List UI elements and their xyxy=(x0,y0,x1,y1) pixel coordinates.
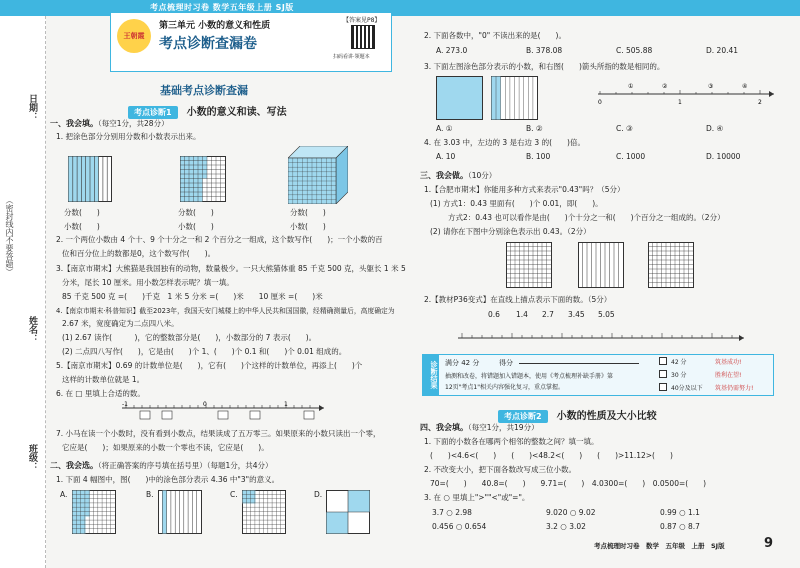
q12-strips[interactable] xyxy=(578,242,624,288)
compare-3: 0.99 ○ 1.1 xyxy=(660,508,700,517)
q5-line2: 这样的计数单位就是 1。 xyxy=(62,375,145,384)
q13-number-3: 2.7 xyxy=(542,310,554,319)
class-label: 班级： xyxy=(27,444,37,471)
q11: 4. 在 3.03 中，左边的 3 是右边 3 的( )倍。 xyxy=(424,138,585,147)
q14-blanks: ( )<4.6<( ) ( )<48.2<( ) ( )>11.12>( ) xyxy=(430,451,673,460)
part2-head: 二、我会选。 xyxy=(50,461,98,470)
q11-option-c[interactable]: C. 1000 xyxy=(616,152,646,161)
q11-option-a[interactable]: A. 10 xyxy=(436,152,456,161)
part3-note: （10分） xyxy=(468,171,497,180)
answer-page: 【答案见P8】 xyxy=(343,17,381,24)
q9-option-b[interactable]: B. 378.08 xyxy=(526,46,563,55)
q10-shaded-strips xyxy=(436,76,540,120)
q3-line1: 3.【南京市期末】大熊猫是我国独有的动物，数量极少。一只大熊猫体重 85 千克 500 克，头躯长 1 米 5 xyxy=(56,264,406,273)
q12-grid-2[interactable] xyxy=(648,242,694,288)
checkbox-40[interactable] xyxy=(659,383,667,391)
q10-option-b[interactable]: B. ② xyxy=(526,124,543,133)
q9: 2. 下面各数中，"0" 不读出来的是( )。 xyxy=(424,31,566,40)
option-d-label: D. xyxy=(314,490,323,499)
svg-text:1: 1 xyxy=(284,401,288,408)
part4-head: 四、我会填。 xyxy=(420,423,468,432)
q4-line1: 4.【南京市期末·科普知识】截至2023年，我国天安门城楼上的中华人民共和国国徽，经精确测量后，高度确定为 xyxy=(56,307,395,315)
q7-line1: 7. 小马在读一个小数时，没有看到小数点，结果读成了五万零三。如果原来的小数只读出一个零， xyxy=(56,429,381,438)
q12-line3: 方式2：0.43 也可以看作是由( )个十分之一和( )个百分之一组成的。（2分） xyxy=(448,213,725,222)
part4-note: （每空1分，共19分） xyxy=(468,423,539,432)
binding-margin xyxy=(0,16,46,568)
part3-head: 三、我会做。 xyxy=(420,171,468,180)
main-title: 考点诊断查漏卷 xyxy=(159,36,257,52)
option-c-figure[interactable] xyxy=(242,490,286,534)
figure-strips-1 xyxy=(68,156,112,202)
svg-text:2: 2 xyxy=(758,99,762,106)
q15-blanks: 70=( ) 40.8=( ) 9.71=( ) 4.0300=( ) 0.0500=( ) xyxy=(430,479,707,488)
option-a-figure[interactable] xyxy=(72,490,116,534)
q1: 1. 把涂色部分分别用分数和小数表示出来。 xyxy=(56,132,201,141)
compare-2: 9.020 ○ 9.02 xyxy=(546,508,596,517)
svg-text:0: 0 xyxy=(598,99,602,106)
q13-number-4: 3.45 xyxy=(568,310,585,319)
part1-note: （每空1分，共28分） xyxy=(98,119,169,128)
svg-text:①: ① xyxy=(628,83,634,90)
compare-6: 0.87 ○ 8.7 xyxy=(660,522,700,531)
svg-text:-1: -1 xyxy=(122,401,128,408)
q2-line2: 位和百分位上的数都是0，这个数写作( )。 xyxy=(62,249,216,258)
q15: 2. 不改变大小，把下面各数改写成三位小数。 xyxy=(424,465,577,474)
result-note-2: 12页"考点1"相关内容强化复习，重点掌握。 xyxy=(445,384,564,391)
kp2-title: 小数的性质及大小比较 xyxy=(556,411,657,422)
q13-number-1: 0.6 xyxy=(488,310,500,319)
option-a-label: A. xyxy=(60,490,68,499)
range-30: 30 分 xyxy=(671,372,687,379)
q16: 3. 在 ○ 里填上">""<"或"="。 xyxy=(424,493,530,502)
number-line-q6 xyxy=(118,400,328,422)
q11-option-b[interactable]: B. 100 xyxy=(526,152,551,161)
name-label: 姓名： xyxy=(27,316,37,343)
q12-line1: 1.【合肥市期末】你能用多种方式来表示"0.43"吗？（5分） xyxy=(424,185,625,194)
q9-option-d[interactable]: D. 20.41 xyxy=(706,46,739,55)
q2-line1: 2. 一个两位小数由 4 个十、9 个十分之一和 2 个百分之一组成，这个数写作( )；一个小数的百 xyxy=(56,235,383,244)
q4-part1: (1) 2.67 读作( )，它的整数部分是( )，小数部分的 7 表示( )。 xyxy=(62,333,317,342)
compare-4: 0.456 ○ 0.654 xyxy=(432,522,487,531)
date-label: 日期： xyxy=(27,94,37,121)
q9-option-a[interactable]: A. 273.0 xyxy=(436,46,468,55)
q10: 3. 下面左图涂色部分表示的小数，和右图( )箭头所指的数是相同的。 xyxy=(424,62,665,71)
q4-line2: 2.67 米，宽度确定为二点四八米。 xyxy=(62,319,179,328)
kp2-badge: 考点诊断2 xyxy=(498,410,548,423)
fraction-3: 分数( ) xyxy=(290,208,326,217)
page-number: 9 xyxy=(764,536,774,551)
q13-number-2: 1.4 xyxy=(516,310,528,319)
q10-number-line xyxy=(596,82,776,106)
q9-option-c[interactable]: C. 505.88 xyxy=(616,46,653,55)
series-title: 考点梳理时习卷 数学五年级上册 SJ版 xyxy=(150,3,294,12)
qr-code xyxy=(351,25,375,49)
figure-grid-2 xyxy=(180,156,226,202)
result-note-1: 抽测和改卷，将错题加入错题本，使用《考点梳理补缺手册》第 xyxy=(445,373,614,380)
range-40: 40分及以下 xyxy=(671,385,703,392)
decimal-3: 小数( ) xyxy=(290,222,326,231)
svg-text:0: 0 xyxy=(203,401,207,408)
option-b-figure[interactable] xyxy=(158,490,202,534)
part1-head: 一、我会填。 xyxy=(50,119,98,128)
fraction-1: 分数( ) xyxy=(64,208,100,217)
q7-line2: 它应是( )；如果原来的小数一个零也不读，它应是( )。 xyxy=(62,443,269,452)
q13: 2.【教材P36变式】在直线上描点表示下面的数。（5分） xyxy=(424,295,612,304)
q12-line4: (2) 请你在下图中分别涂色表示出 0.43。（2分） xyxy=(430,227,591,236)
q12-grid[interactable] xyxy=(506,242,552,288)
q4-part2: (2) 二点四八写作( )，它是由( )个 1、( )个 0.1 和( )个 0.01 组成的。 xyxy=(62,347,347,356)
q10-option-a[interactable]: A. ① xyxy=(436,124,453,133)
diagnosis-result-box xyxy=(422,354,774,396)
svg-text:③: ③ xyxy=(708,83,714,90)
q8: 1. 下面 4 幅图中，图( )中的涂色部分表示 4.36 中"3"的意义。 xyxy=(56,475,280,484)
option-c-label: C. xyxy=(230,490,238,499)
logo: 王朝霞 xyxy=(117,19,151,53)
q3-line2: 分米，尾长 10 厘米。用小数怎样表示呢？填一填。 xyxy=(62,278,234,287)
q11-option-d[interactable]: D. 10000 xyxy=(706,152,741,161)
checkbox-42[interactable] xyxy=(659,357,667,365)
title-banner xyxy=(110,12,392,72)
fraction-2: 分数( ) xyxy=(178,208,214,217)
svg-text:②: ② xyxy=(662,83,668,90)
score-field[interactable] xyxy=(519,363,639,364)
q12-line2: (1) 方式1：0.43 里面有( )个 0.01，即( )。 xyxy=(430,199,603,208)
svg-text:1: 1 xyxy=(678,99,682,106)
diagnosis-label: 诊断结果 xyxy=(423,355,439,395)
compare-5: 3.2 ○ 3.02 xyxy=(546,522,586,531)
q6: 6. 在 □ 里填上合适的数。 xyxy=(56,389,145,398)
checkbox-30[interactable] xyxy=(659,370,667,378)
q10-option-d[interactable]: D. ④ xyxy=(706,124,724,133)
svg-text:④: ④ xyxy=(742,83,748,90)
option-d-figure[interactable] xyxy=(326,490,370,534)
q13-number-5: 5.05 xyxy=(598,310,615,319)
compare-1: 3.7 ○ 2.98 xyxy=(432,508,472,517)
q5-line1: 5.【南京市期末】0.69 的计数单位是( )，它有( )个这样的计数单位，再添上( )个 xyxy=(56,361,363,370)
full-score: 满分 42 分 xyxy=(445,359,480,367)
q13-number-line[interactable] xyxy=(456,330,746,344)
part2-note: （将正确答案的序号填在括号里）（每题1分，共4分） xyxy=(98,461,273,470)
result-1: 筑基成功! xyxy=(715,359,742,366)
q3-line3: 85 千克 500 克 =( )千克 1 米 5 分米 =( )米 10 厘米 =( )米 xyxy=(62,292,323,301)
range-42: 42 分 xyxy=(671,359,687,366)
section-main-title: 基础考点诊断查漏 xyxy=(160,84,248,97)
unit-title: 第三单元 小数的意义和性质 xyxy=(159,21,271,31)
seal-notice: （密封线内不要答题） xyxy=(5,196,14,276)
q14: 1. 下面的小数各在哪两个相邻的整数之间？填一填。 xyxy=(424,437,599,446)
option-b-label: B. xyxy=(146,490,154,499)
result-2: 胜利在望! xyxy=(715,372,742,379)
result-3: 筑基仍需努力! xyxy=(715,385,754,392)
decimal-1: 小数( ) xyxy=(64,222,100,231)
decimal-2: 小数( ) xyxy=(178,222,214,231)
q10-option-c[interactable]: C. ③ xyxy=(616,124,633,133)
qr-text: 扫码看讲·领题本 xyxy=(333,54,370,60)
figure-cube-3 xyxy=(288,146,348,204)
footer-text: 考点梳理时习卷 数学 五年级 上册 SJ版 xyxy=(594,542,725,550)
score-label: 得分 xyxy=(499,359,513,367)
kp1-title: 小数的意义和读、写法 xyxy=(186,107,287,118)
kp1-badge: 考点诊断1 xyxy=(128,106,178,119)
